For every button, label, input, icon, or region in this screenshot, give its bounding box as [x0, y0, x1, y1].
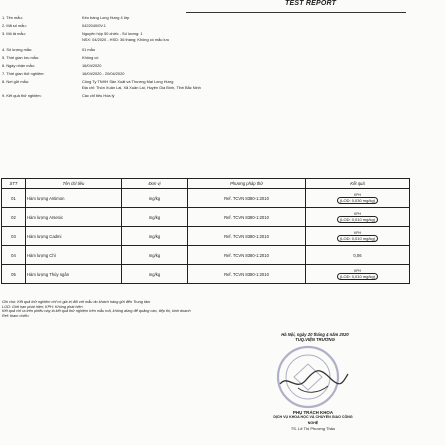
cell-unit: mg/kg: [122, 265, 188, 284]
info-value: 16/04/2020 - 20/04/2020: [82, 71, 125, 76]
col-header-stt: STT: [2, 179, 26, 189]
info-label: 1. Tên mẫu:: [2, 15, 23, 20]
cell-method: Ref. TCVN 8380-1:2010: [188, 227, 306, 246]
cell-result: [306, 189, 410, 208]
info-label: 3. Mô tả mẫu:: [2, 31, 26, 36]
signer-dept: DỊCH VỤ KHOA HỌC VÀ CHUYỂN GIAO CÔNG NGHỆ: [273, 415, 353, 425]
result-value: (LOD: 0,010 mg/kg): [337, 216, 378, 223]
info-label: 6. Ngày nhận mẫu:: [2, 63, 35, 68]
report-title: TEST REPORT: [285, 0, 337, 7]
info-label: 2. Mã số mẫu:: [2, 23, 27, 28]
info-value: 16/04/2020: [82, 63, 102, 68]
result-value: (LOD: 0,010 mg/kg): [337, 273, 378, 280]
signer-title: PHỤ TRÁCH KHOA: [292, 410, 333, 415]
note-line: Ref: tham chiếu: [2, 313, 29, 318]
signer-name: TS. Lê Thị Phương Thảo: [290, 426, 336, 432]
cell-stt: 05: [2, 265, 26, 284]
cell-result: [306, 265, 410, 284]
cell-name: Hàm lượng Antimon: [26, 189, 122, 208]
cell-name: Hàm lượng Cadmi: [26, 227, 122, 246]
cell-stt: 03: [2, 227, 26, 246]
signoff-date: Hà Nội, ngày 20 tháng 4 năm 2020: [281, 332, 349, 337]
table-header-row: [2, 179, 410, 189]
info-value: Kéo tráng Long Hưng 4 lớp: [82, 15, 130, 20]
info-label: 4. Số lượng mẫu:: [2, 47, 33, 52]
cell-method: Ref. TCVN 8380-1:2010: [188, 246, 306, 265]
signoff-block: [215, 332, 415, 342]
signer-block: [268, 410, 358, 432]
official-stamp-icon: [258, 344, 358, 410]
result-flag: KPH: [354, 268, 361, 273]
info-value: 0422040/0V.1: [82, 23, 106, 28]
cell-name: Hàm lượng Chì: [26, 246, 122, 265]
results-table: [1, 178, 410, 284]
note-line: LOD: Giới hạn phát hiện; KPH: Không phát hiện: [2, 304, 83, 309]
info-label: 7. Thời gian thử nghiệm:: [2, 71, 45, 76]
table-row: [2, 189, 410, 208]
result-flag: KPH: [354, 211, 361, 216]
notes: [2, 300, 407, 318]
cell-result: 0,06: [306, 246, 410, 265]
cell-name: Hàm lượng Thủy ngân: [26, 265, 122, 284]
cell-result: [306, 208, 410, 227]
result-flag: KPH: [354, 192, 361, 197]
info-label: 5. Thời gian lưu mẫu:: [2, 55, 40, 60]
result-value: (LOD: 0,010 mg/kg): [337, 235, 378, 242]
table-row: [2, 227, 410, 246]
col-header-result: Kết quả: [306, 179, 410, 189]
cell-stt: 04: [2, 246, 26, 265]
cell-method: Ref. TCVN 8380-1:2010: [188, 189, 306, 208]
result-value: (LOD: 0,030 mg/kg): [337, 197, 378, 204]
info-value: Địa chỉ: Thôn Xuân Lai, Xã Xuân Lai, Huyện Gia Bình, Tỉnh Bắc Ninh: [82, 85, 201, 90]
cell-stt: 01: [2, 189, 26, 208]
cell-unit: mg/kg: [122, 208, 188, 227]
info-value: Công Ty TNHH Sản Xuất và Thương Mại Long Hưng: [82, 79, 174, 84]
cell-name: Hàm lượng Arsenic: [26, 208, 122, 227]
note-line: Kết quả chỉ ra trên phiếu này là kết quả thử nghiệm trên mẫu mã, không dùng để quảng cáo, tiếp thị, kinh doanh: [2, 309, 191, 314]
table-row: [2, 265, 410, 284]
cell-stt: 02: [2, 208, 26, 227]
info-value: Không có: [82, 55, 99, 60]
result-flag: KPH: [354, 230, 361, 235]
info-value: NSX: 04/2020 - HSD: 36 tháng; Không có mẫu lưu: [82, 37, 170, 42]
header-divider: [186, 12, 406, 13]
cell-unit: mg/kg: [122, 246, 188, 265]
col-header-unit: Đơn vị: [122, 179, 188, 189]
cell-method: Ref. TCVN 8380-1:2010: [188, 208, 306, 227]
col-header-method: Phương pháp thử: [188, 179, 306, 189]
info-label: 9. Kết quả thử nghiệm:: [2, 93, 42, 98]
table-row: [2, 246, 410, 265]
col-header-name: Tên chỉ tiêu: [26, 179, 122, 189]
info-value: Các chỉ tiêu Hóa lý: [82, 93, 115, 98]
signoff-role: TUQ.VIỆN TRƯỞNG: [295, 337, 335, 343]
table-row: [2, 208, 410, 227]
cell-unit: mg/kg: [122, 189, 188, 208]
cell-result: [306, 227, 410, 246]
info-label: 8. Nơi gửi mẫu:: [2, 79, 29, 84]
note-line: Ghi chú: Kết quả thử nghiệm chỉ có giá trị đối với mẫu do khách hàng gửi đến Trung tâm: [2, 300, 151, 304]
info-value: 01 mẫu: [82, 47, 95, 52]
cell-method: Ref. TCVN 8380-1:2010: [188, 265, 306, 284]
cell-unit: mg/kg: [122, 227, 188, 246]
info-value: Nguyên hộp 50 chiếc - Số lượng: 1: [82, 31, 143, 36]
